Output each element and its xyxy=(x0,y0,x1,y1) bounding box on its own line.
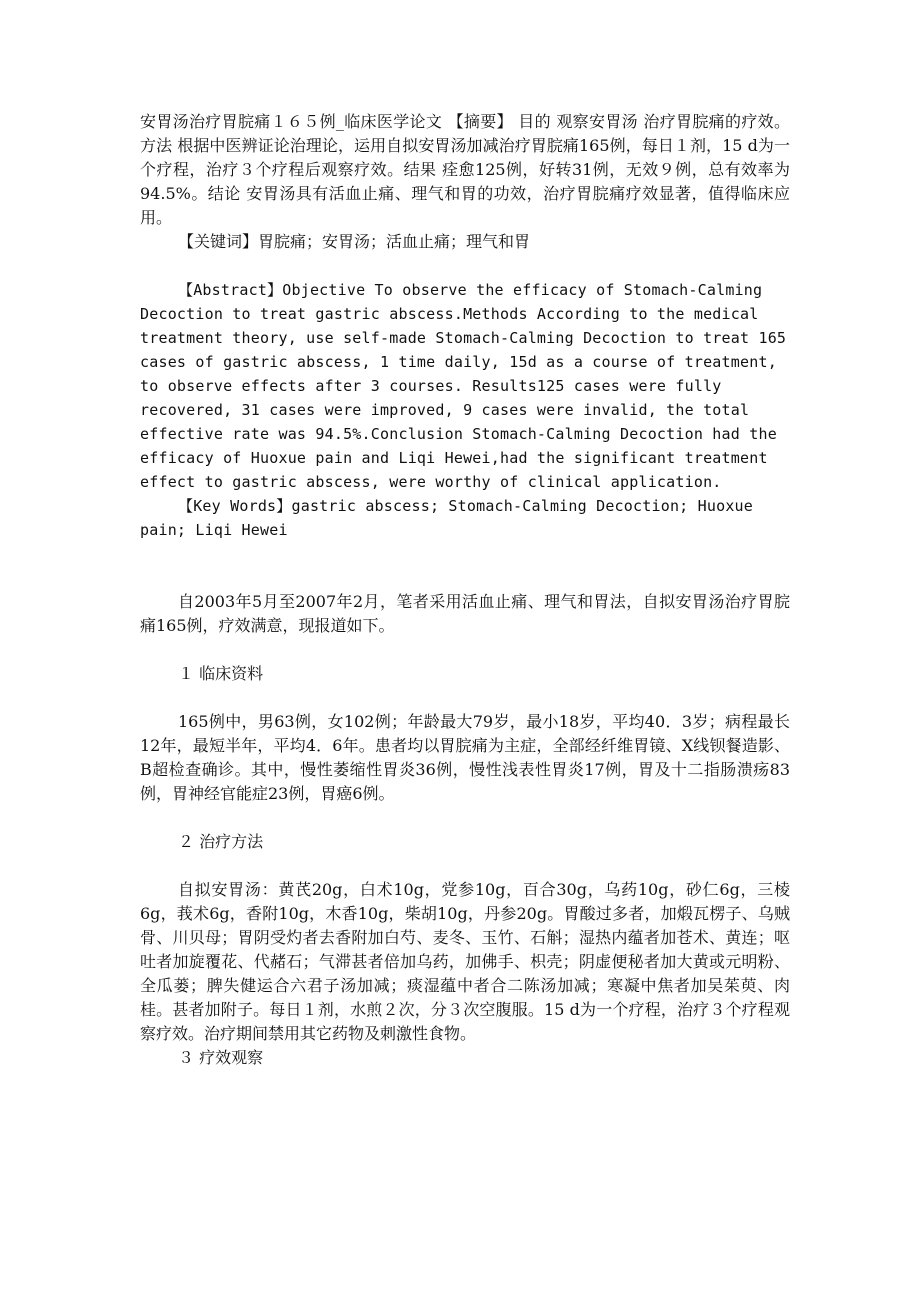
title-abstract-paragraph: 安胃汤治疗胃脘痛１６５例_临床医学论文 【摘要】 目的 观察安胃汤 治疗胃脘痛的疗效。方法 根据中医辨证论治理论，运用自拟安胃汤加减治疗胃脘痛165例，每日１剂，15 d为一个疗程，治疗３个疗程后观察疗效。结果 痊愈125例，好转31例，无效９例，总有效率为94.5%。结论 安胃汤具有活血止痛、理气和胃的功效，治疗胃脘痛疗效显著，值得临床应用。 xyxy=(140,112,790,227)
abstract-en-paragraph: 【Abstract】Objective To observe the efficacy of Stomach-Calming Decoction to treat gastric abscess.Methods According to the medical treatment theory, use self-made Stomach-Calming Decoction to treat 165 cases of gastric abscess, 1 time daily, 15d as a course of treatment, to observe effects after 3 courses. Results125 cases were fully recovered, 31 cases were improved, 9 cases were invalid, the total effective rate was 94.5%.Conclusion Stomach-Calming Decoction had the efficacy of Huoxue pain and Liqi Hewei,had the significant treatment effect to gastric abscess, were worthy of clinical application. xyxy=(140,281,787,491)
keywords-en: 【Key Words】gastric abscess; Stomach-Calming Decoction; Huoxue pain; Liqi Hewei xyxy=(140,497,754,539)
spacer xyxy=(140,254,790,278)
document-page xyxy=(140,110,790,1070)
section-1-body: 165例中，男63例，女102例；年龄最大79岁，最小18岁，平均40．3岁；病程最长12年，最短半年，平均4．6年。患者均以胃脘痛为主症，全部经纤维胃镜、X线钡餐造影、B超检查确诊。其中，慢性萎缩性胃炎36例，慢性浅表性胃炎17例，胃及十二指肠溃疡83例，胃神经官能症23例，胃癌6例。 xyxy=(140,712,790,803)
spacer xyxy=(140,638,790,662)
intro-paragraph: 自2003年5月至2007年2月，笔者采用活血止痛、理气和胃法，自拟安胃汤治疗胃脘痛165例，疗效满意，现报道如下。 xyxy=(140,592,790,635)
section-3-heading: ３ 疗效观察 xyxy=(178,1048,264,1067)
spacer xyxy=(140,542,790,590)
section-2-body: 自拟安胃汤：黄芪20g，白术10g，党参10g，百合30g，乌药10g，砂仁6g，三棱6g，莪术6g，香附10g，木香10g，柴胡10g，丹参20g。胃酸过多者，加煅瓦楞子、乌贼骨、川贝母；胃阴受灼者去香附加白芍、麦冬、玉竹、石斛；湿热内蕴者加苍术、黄连；呕吐者加旋覆花、代赭石；气滞甚者倍加乌药，加佛手、枳壳；阴虚便秘者加大黄或元明粉、全瓜蒌；脾失健运合六君子汤加减；痰湿蕴中者合二陈汤加减；寒凝中焦者加吴茱萸、肉桂。甚者加附子。每日１剂，水煎２次，分３次空腹服。15 d为一个疗程，治疗３个疗程观察疗效。治疗期间禁用其它药物及刺激性食物。 xyxy=(140,880,790,1043)
spacer xyxy=(140,806,790,830)
keywords-cn: 【关键词】胃脘痛；安胃汤；活血止痛；理气和胃 xyxy=(178,232,531,251)
section-1-heading: １ 临床资料 xyxy=(178,664,264,683)
spacer xyxy=(140,686,790,710)
section-2-heading: ２ 治疗方法 xyxy=(178,832,264,851)
spacer xyxy=(140,854,790,878)
